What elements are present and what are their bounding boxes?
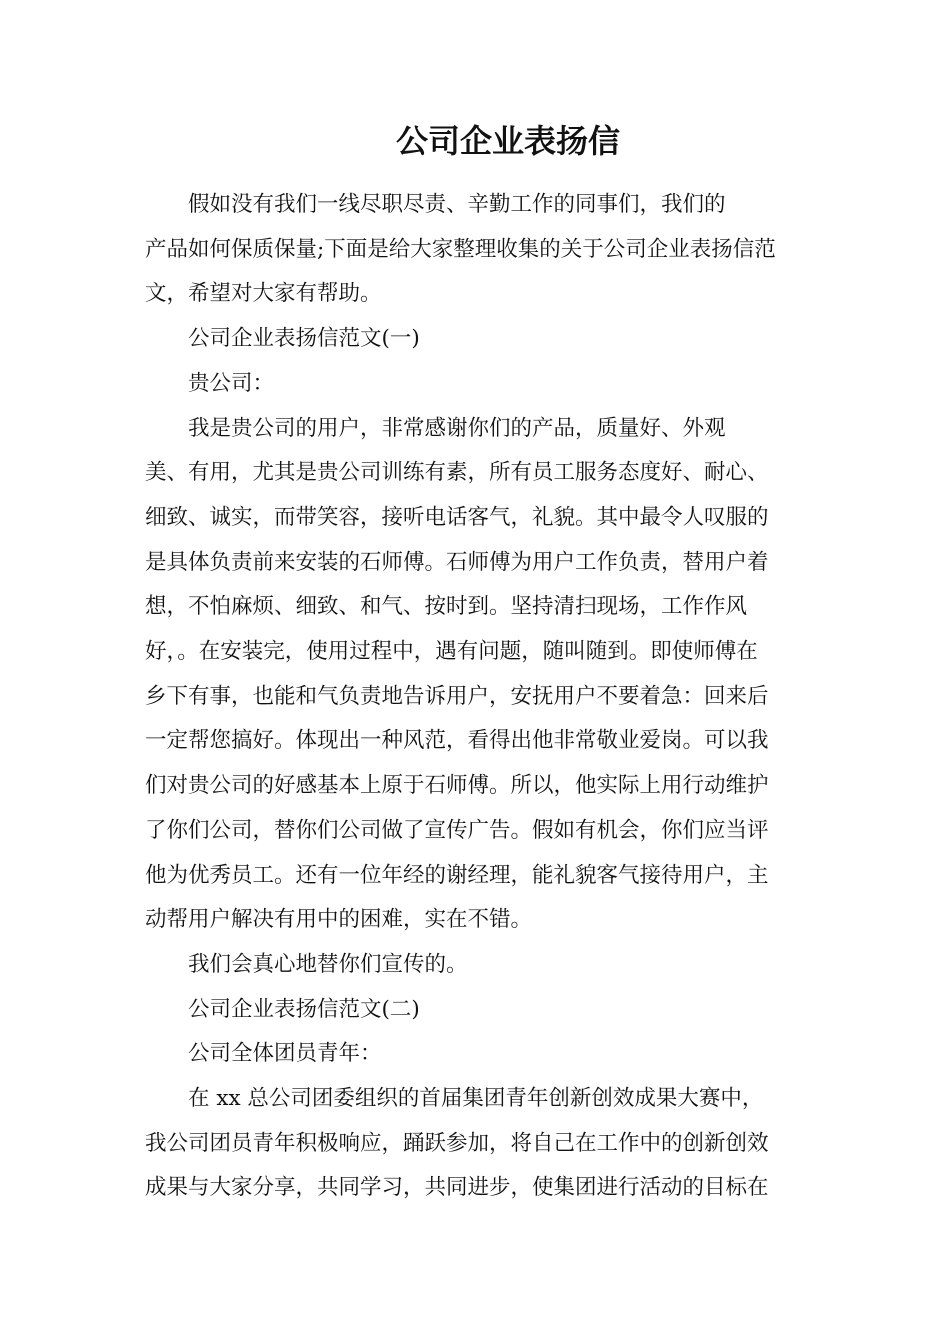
document-body	[145, 183, 810, 1211]
text-line: 是具体负责前来安装的石师傅。石师傅为用户工作负责，替用户着	[145, 549, 769, 575]
text-line: 文，希望对大家有帮助。	[145, 281, 382, 307]
text-line: 乡下有事，也能和气负责地告诉用户，安抚用户不要着急：回来后	[145, 683, 769, 709]
text-line: 美、有用，尤其是贵公司训练有素，所有员工服务态度好、耐心、	[145, 460, 769, 486]
intro-paragraph	[145, 183, 810, 317]
section1-closing: 我们会真心地替你们宣传的。	[188, 951, 468, 977]
text-line: 我是贵公司的用户，非常感谢你们的产品，质量好、外观	[188, 415, 726, 441]
text-line: 假如没有我们一线尽职尽责、辛勤工作的同事们，我们的	[188, 192, 726, 217]
text-line: 想，不怕麻烦、细致、和气、按时到。坚持清扫现场，工作作风	[145, 594, 748, 620]
text-line: 成果与大家分享，共同学习，共同进步，使集团进行活动的目标在	[145, 1175, 769, 1201]
section2-heading: 公司企业表扬信范文(二)	[188, 996, 420, 1022]
text-line: 们对贵公司的好感基本上原于石师傅。所以，他实际上用行动维护	[145, 773, 769, 799]
text-line: 我公司团员青年积极响应，踊跃参加，将自己在工作中的创新创效	[145, 1130, 769, 1156]
text-line: 细致、诚实，而带笑容，接听电话客气，礼貌。其中最令人叹服的	[145, 504, 769, 530]
section1-body-paragraph	[145, 407, 810, 943]
text-line: 一定帮您搞好。体现出一种风范，看得出他非常敬业爱岗。可以我	[145, 728, 769, 754]
section1-heading: 公司企业表扬信范文(一)	[188, 326, 420, 352]
section2-salutation: 公司全体团员青年：	[188, 1041, 382, 1067]
text-line: 了你们公司，替你们公司做了宣传广告。假如有机会，你们应当评	[145, 817, 769, 843]
text-line: 产品如何保质保量;下面是给大家整理收集的关于公司企业表扬信范	[145, 236, 776, 262]
text-line: 他为优秀员工。还有一位年经的谢经理，能礼貌客气接待用户，主	[145, 862, 769, 888]
section2-body-paragraph	[145, 1077, 810, 1211]
text-line: 好，。在安装完，使用过程中，遇有问题，随叫随到。即使师傅在	[145, 639, 758, 665]
text-line: 在 xx 总公司团委组织的首届集团青年创新创效成果大赛中，	[188, 1086, 764, 1112]
text-line: 动帮用户解决有用中的困难，实在不错。	[145, 907, 533, 933]
document-title: 公司企业表扬信	[395, 122, 620, 160]
section1-salutation: 贵公司：	[188, 370, 275, 396]
